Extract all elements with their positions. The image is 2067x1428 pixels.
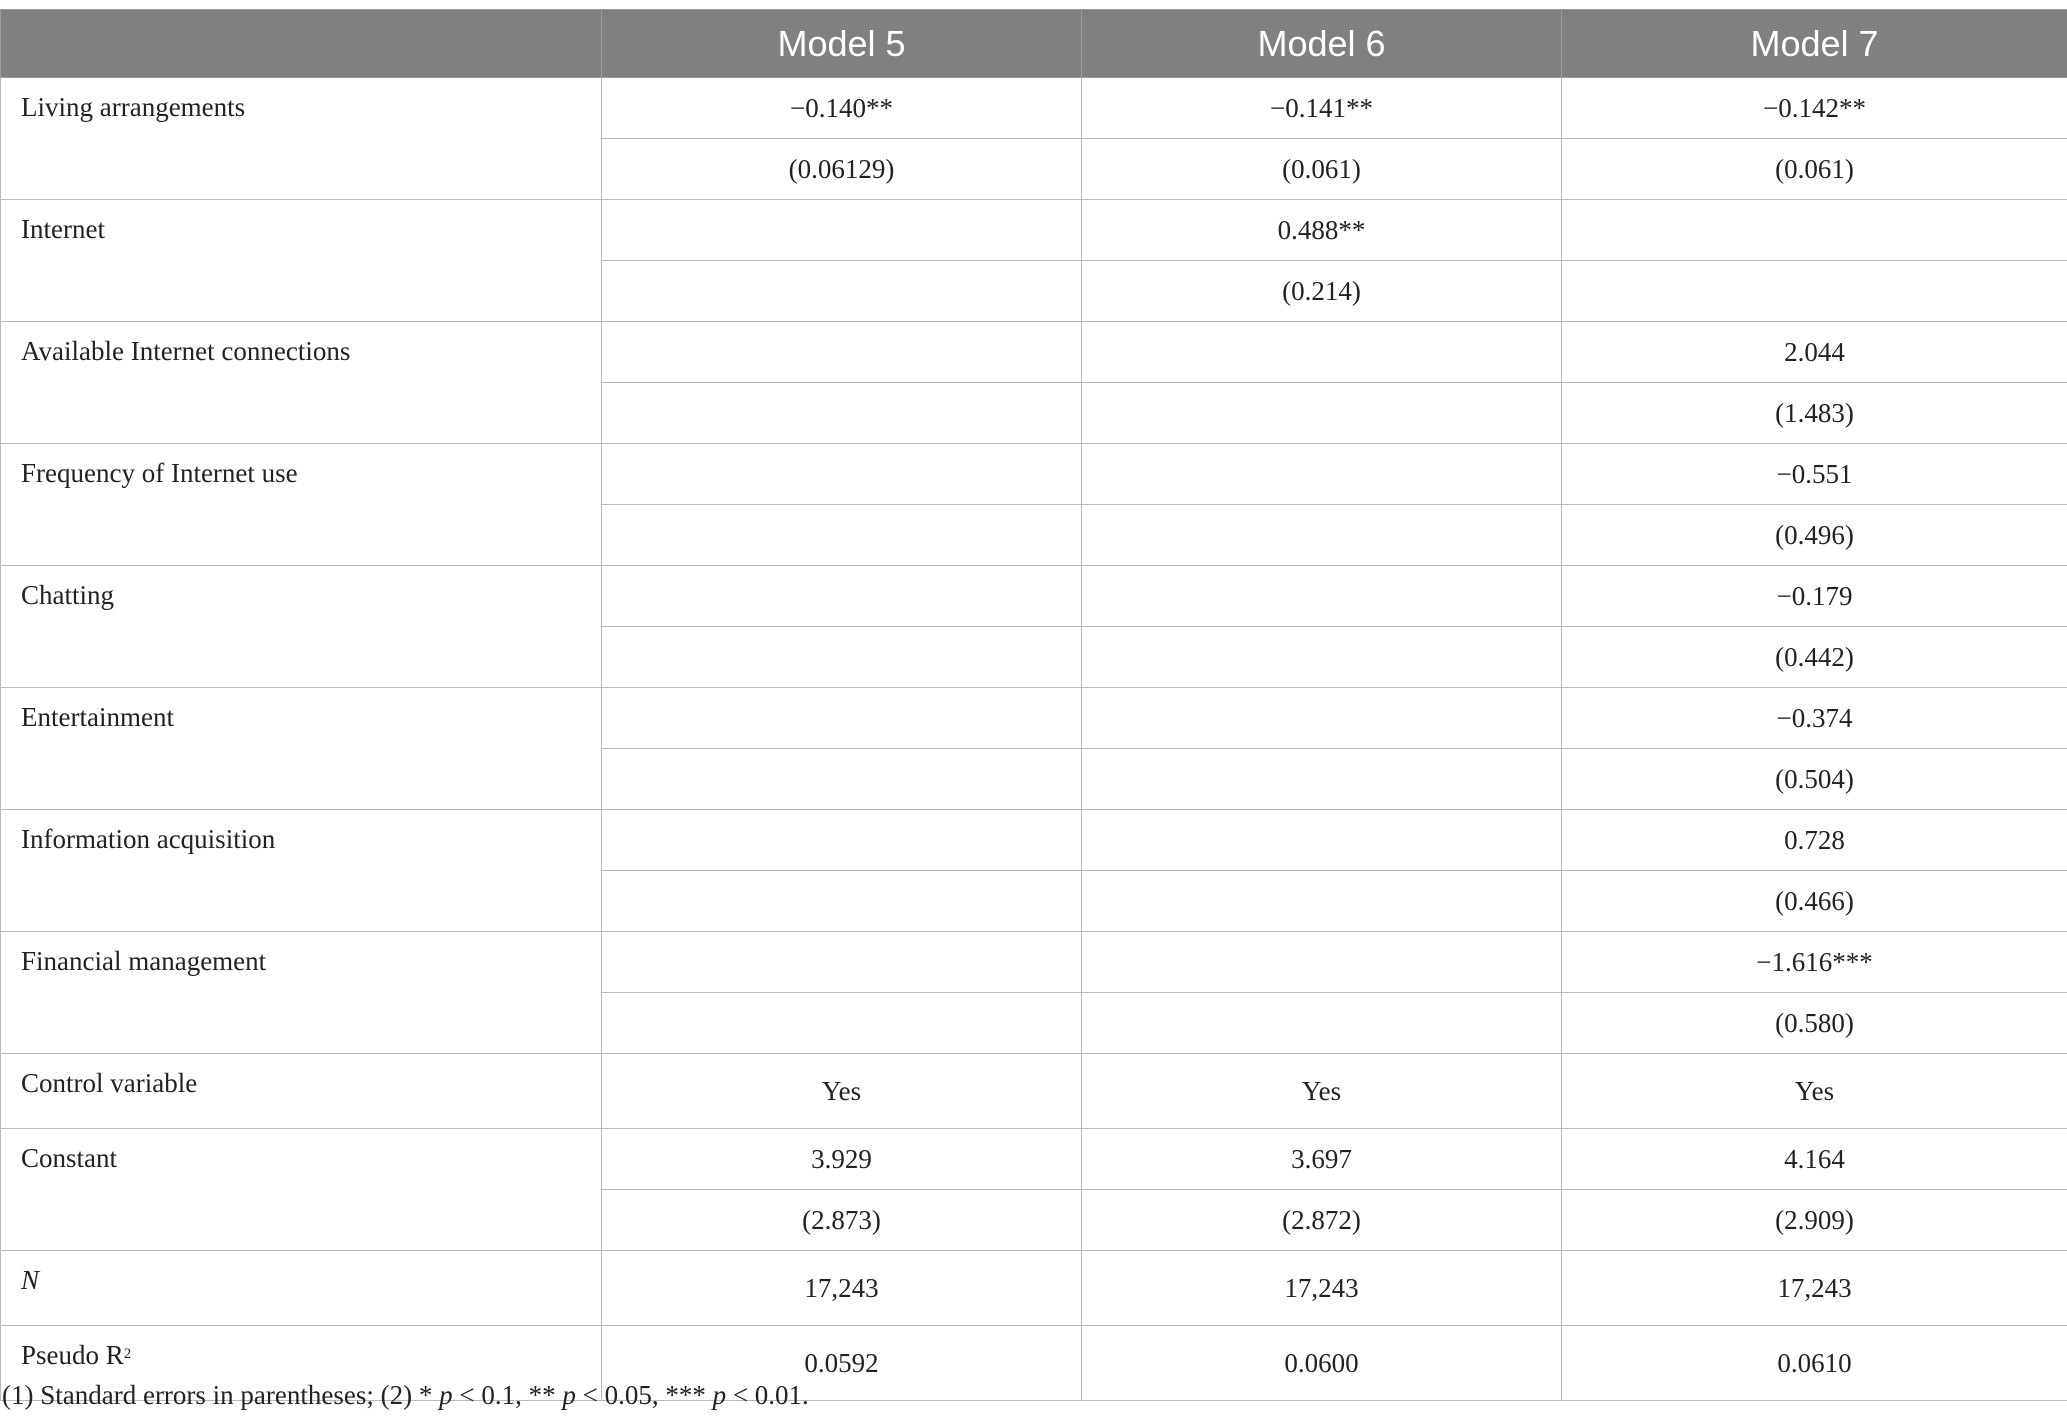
standard-error-cell: (0.061) — [1562, 139, 2067, 200]
standard-error-cell: (2.873) — [602, 1190, 1082, 1251]
row-label-text: Available Internet connections — [21, 336, 351, 366]
row-label-text: Frequency of Internet use — [21, 458, 298, 488]
coefficient-cell: 3.697 — [1082, 1129, 1562, 1190]
coefficient-cell — [1082, 444, 1562, 505]
coefficient-cell — [602, 444, 1082, 505]
standard-error-cell: (2.872) — [1082, 1190, 1562, 1251]
row-label-text: Pseudo R — [21, 1340, 124, 1370]
table-row — [1, 810, 2067, 871]
row-label — [1, 566, 602, 688]
regression-table — [0, 9, 2067, 1401]
coefficient-cell: −0.142** — [1562, 78, 2067, 139]
header-cell-blank — [1, 10, 602, 78]
coefficient-cell — [1082, 932, 1562, 993]
standard-error-cell: (0.06129) — [602, 139, 1082, 200]
coefficient-cell: Yes — [1082, 1054, 1562, 1129]
footnote-text: < 0.05, *** — [575, 1380, 713, 1410]
table-row — [1, 1251, 2067, 1326]
standard-error-cell — [602, 993, 1082, 1054]
standard-error-cell: (0.442) — [1562, 627, 2067, 688]
coefficient-cell: 4.164 — [1562, 1129, 2067, 1190]
standard-error-cell: (0.214) — [1082, 261, 1562, 322]
standard-error-cell: (1.483) — [1562, 383, 2067, 444]
footnote-p-symbol: p — [712, 1380, 727, 1410]
row-label — [1, 1129, 602, 1251]
row-label-text: Internet — [21, 214, 105, 244]
row-label-superscript: 2 — [123, 1346, 132, 1362]
coefficient-cell: 3.929 — [602, 1129, 1082, 1190]
coefficient-cell: −0.374 — [1562, 688, 2067, 749]
standard-error-cell — [602, 627, 1082, 688]
standard-error-cell — [1082, 383, 1562, 444]
footnote-p-symbol: p — [439, 1380, 453, 1410]
table-row — [1, 1054, 2067, 1129]
coefficient-cell: −0.140** — [602, 78, 1082, 139]
standard-error-cell — [1082, 993, 1562, 1054]
coefficient-cell — [602, 566, 1082, 627]
standard-error-cell — [602, 261, 1082, 322]
coefficient-cell: 0.0600 — [1082, 1326, 1562, 1401]
table-row — [1, 566, 2067, 627]
row-label — [1, 1251, 602, 1326]
footnote-text: < 0.1, ** — [452, 1380, 563, 1410]
row-label — [1, 810, 602, 932]
standard-error-cell: (0.466) — [1562, 871, 2067, 932]
row-label-text: Financial management — [21, 946, 267, 976]
standard-error-cell — [602, 871, 1082, 932]
table-row — [1, 322, 2067, 383]
coefficient-cell: Yes — [602, 1054, 1082, 1129]
row-label-text: Entertainment — [21, 702, 174, 732]
standard-error-cell — [1082, 627, 1562, 688]
coefficient-cell: −1.616*** — [1562, 932, 2067, 993]
coefficient-cell: −0.179 — [1562, 566, 2067, 627]
coefficient-cell — [1082, 322, 1562, 383]
standard-error-cell: (0.504) — [1562, 749, 2067, 810]
table-row — [1, 444, 2067, 505]
header-model-6: Model 6 — [1082, 10, 1562, 78]
table-row — [1, 1129, 2067, 1190]
coefficient-cell: 0.728 — [1562, 810, 2067, 871]
coefficient-cell — [602, 810, 1082, 871]
header-row — [1, 10, 2067, 78]
coefficient-cell: 2.044 — [1562, 322, 2067, 383]
coefficient-cell: 17,243 — [1082, 1251, 1562, 1326]
coefficient-cell: 0.488** — [1082, 200, 1562, 261]
standard-error-cell: (0.061) — [1082, 139, 1562, 200]
row-label — [1, 322, 602, 444]
coefficient-cell: 17,243 — [602, 1251, 1082, 1326]
coefficient-cell — [602, 688, 1082, 749]
row-label-text: Chatting — [21, 580, 114, 610]
row-label — [1, 932, 602, 1054]
table-row — [1, 688, 2067, 749]
table-row — [1, 78, 2067, 139]
row-label-text: Living arrangements — [21, 92, 246, 122]
standard-error-cell — [1082, 749, 1562, 810]
coefficient-cell — [602, 200, 1082, 261]
standard-error-cell: (0.580) — [1562, 993, 2067, 1054]
header-model-5: Model 5 — [602, 10, 1082, 78]
coefficient-cell: −0.141** — [1082, 78, 1562, 139]
header-model-7: Model 7 — [1562, 10, 2067, 78]
row-label — [1, 444, 602, 566]
row-label — [1, 1054, 602, 1129]
coefficient-cell — [1562, 200, 2067, 261]
regression-table-container — [0, 9, 2067, 1401]
table-row — [1, 932, 2067, 993]
coefficient-cell — [1082, 810, 1562, 871]
coefficient-cell — [602, 932, 1082, 993]
row-label — [1, 688, 602, 810]
coefficient-cell: 17,243 — [1562, 1251, 2067, 1326]
row-label-text: Control variable — [21, 1068, 198, 1098]
coefficient-cell — [602, 322, 1082, 383]
table-body — [1, 78, 2067, 1401]
coefficient-cell — [1082, 688, 1562, 749]
footnote-p-symbol: p — [562, 1380, 576, 1410]
coefficient-cell: 0.0610 — [1562, 1326, 2067, 1401]
standard-error-cell — [602, 505, 1082, 566]
standard-error-cell: (2.909) — [1562, 1190, 2067, 1251]
coefficient-cell: Yes — [1562, 1054, 2067, 1129]
standard-error-cell — [1562, 261, 2067, 322]
row-label-text: Constant — [21, 1143, 118, 1173]
standard-error-cell — [1082, 871, 1562, 932]
standard-error-cell — [602, 383, 1082, 444]
standard-error-cell: (0.496) — [1562, 505, 2067, 566]
standard-error-cell — [1082, 505, 1562, 566]
coefficient-cell — [1082, 566, 1562, 627]
row-label-text: N — [21, 1265, 40, 1295]
row-label — [1, 78, 602, 200]
coefficient-cell: −0.551 — [1562, 444, 2067, 505]
coefficient-cell: 0.0592 — [602, 1326, 1082, 1401]
footnote-text: (1) Standard errors in parentheses; (2) * — [2, 1380, 440, 1410]
standard-error-cell — [602, 749, 1082, 810]
table-row — [1, 200, 2067, 261]
footnote-text: < 0.01. — [726, 1380, 809, 1410]
row-label-text: Information acquisition — [21, 824, 276, 854]
table-footnote — [2, 1380, 809, 1411]
row-label — [1, 200, 602, 322]
